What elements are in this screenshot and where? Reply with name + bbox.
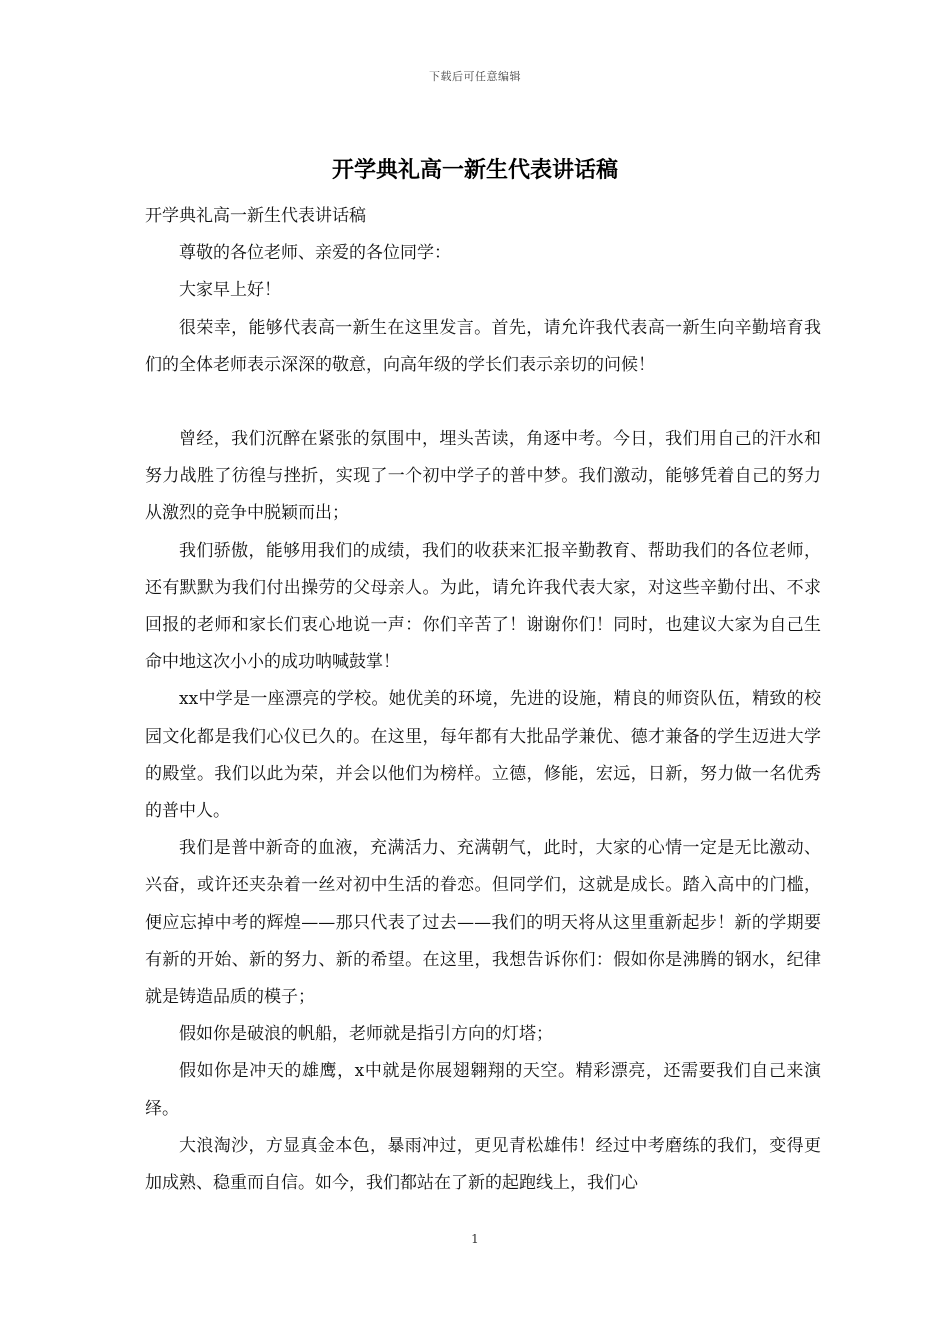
paragraph: 我们骄傲，能够用我们的成绩，我们的收获来汇报辛勤教育、帮助我们的各位老师，还有默默为我们付出操劳的父母亲人。为此，请允许我代表大家，对这些辛勤付出、不求回报的老师和家长们衷心地说一声：你们辛苦了！谢谢你们！同时，也建议大家为自己生命中地这次小小的成功呐喊鼓掌！	[145, 540, 821, 673]
paragraph-greeting: 大家早上好！	[179, 280, 281, 301]
paragraph: 假如你是冲天的雄鹰，x中就是你展翅翱翔的天空。精彩漂亮，还需要我们自己来演绎。	[145, 1061, 821, 1119]
document-body	[145, 198, 821, 1202]
paragraph: 假如你是破浪的帆船，老师就是指引方向的灯塔；	[179, 1024, 553, 1045]
paragraph: 大浪淘沙，方显真金本色，暴雨冲过，更见青松雄伟！经过中考磨练的我们，变得更加成熟、稳重而自信。如今，我们都站在了新的起跑线上，我们心	[145, 1135, 821, 1194]
page-number: 1	[471, 1232, 479, 1246]
document-title: 开学典礼高一新生代表讲话稿	[331, 157, 618, 183]
paragraph-subtitle: 开学典礼高一新生代表讲话稿	[145, 206, 366, 226]
paragraph: xx中学是一座漂亮的学校。她优美的环境，先进的设施，精良的师资队伍，精致的校园文化都是我们心仪已久的。在这里，每年都有大批品学兼优、德才兼备的学生迈进大学的殿堂。我们以此为荣，并会以他们为榜样。立德，修能，宏远，日新，努力做一名优秀的普中人。	[145, 689, 821, 822]
paragraph: 我们是普中新奇的血液，充满活力、充满朝气，此时，大家的心情一定是无比激动、兴奋，或许还夹杂着一丝对初中生活的眷恋。但同学们，这就是成长。踏入高中的门槛，便应忘掉中考的辉煌——那只代表了过去——我们的明天将从这里重新起步！新的学期要有新的开始、新的努力、新的希望。在这里，我想告诉你们：假如你是沸腾的钢水，纪律就是铸造品质的模子；	[145, 838, 821, 1008]
paragraph-salutation: 尊敬的各位老师、亲爱的各位同学：	[179, 243, 451, 264]
page-header-note: 下载后可任意编辑	[429, 70, 521, 83]
paragraph: 曾经，我们沉醉在紧张的氛围中，埋头苦读，角逐中考。今日，我们用自己的汗水和努力战胜了彷徨与挫折，实现了一个初中学子的普中梦。我们激动，能够凭着自己的努力从激烈的竞争中脱颖而出；	[145, 429, 821, 524]
paragraph: 很荣幸，能够代表高一新生在这里发言。首先，请允许我代表高一新生向辛勤培育我们的全体老师表示深深的敬意，向高年级的学长们表示亲切的问候！	[145, 317, 821, 375]
